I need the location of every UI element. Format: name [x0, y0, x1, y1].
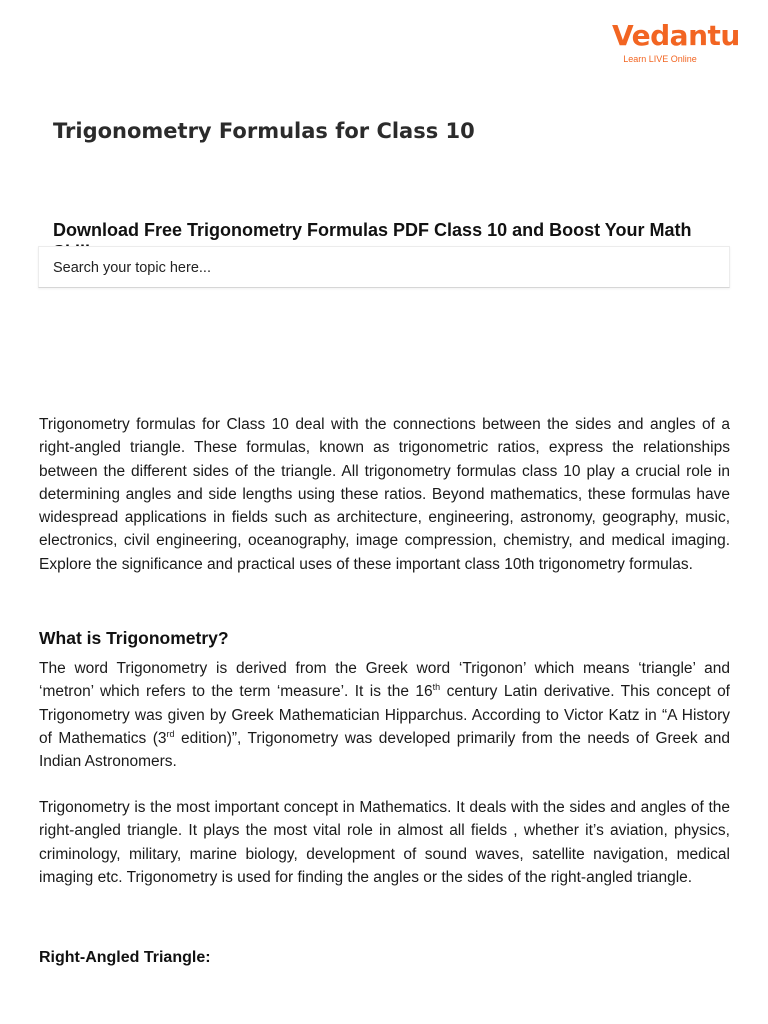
etymology-text-3: edition)”, Trigonometry was developed primarily from the needs of Greek and Indian Astronomers.	[39, 729, 730, 771]
page-title: Trigonometry Formulas for Class 10	[53, 119, 475, 143]
logo-wordmark: Vedantu	[612, 19, 740, 52]
importance-paragraph: Trigonometry is the most important concept in Mathematics. It deals with the sides and angles of the right-angled triangle. It plays the most vital role in almost all fields , whether it’s aviation, physics, criminology, military, marine biology, development of sound waves, satellite navigation, medical imaging etc. Trigonometry is used for finding the angles or the sides of the right-angled triangle.	[39, 799, 730, 886]
right-angled-triangle-heading: Right-Angled Triangle:	[39, 949, 211, 966]
search-bar[interactable]	[38, 246, 730, 288]
superscript-th: th	[432, 682, 441, 693]
etymology-paragraph	[39, 657, 730, 773]
vedantu-logo[interactable]	[612, 19, 740, 65]
download-heading: Download Free Trigonometry Formulas PDF Class 10 and Boost Your Math	[53, 220, 692, 240]
superscript-rd: rd	[166, 728, 175, 739]
what-is-trigonometry-heading: What is Trigonometry?	[39, 628, 229, 648]
intro-paragraph: Trigonometry formulas for Class 10 deal with the connections between the sides and angles of a right-angled triangle. These formulas, known as trigonometric ratios, express the relationships between the different sides of the triangle. All trigonometry formulas class 10 play a crucial role in determining angles and side lengths using these ratios. Beyond mathematics, these formulas have widespread applications in fields such as architecture, engineering, astronomy, geography, music, electronics, civil engineering, oceanography, image compression, chemistry, and medical imaging. Explore the significance and practical uses of these important class 10th trigonometry formulas.	[39, 416, 730, 573]
logo-tagline: Learn LIVE Online	[623, 54, 697, 64]
search-input[interactable]	[53, 257, 713, 279]
etymology-text-1: The word Trigonometry is derived from the Greek word ‘Trigonon’ which means ‘triangle’ and ‘metron’ which refers to the term ‘measure’. It is the 16	[39, 660, 730, 701]
etymology-text-2: century Latin derivative. This concept of Trigonometry was given by Greek Mathematician Hipparchus. According to Victor Katz in “A History of Mathematics (3	[39, 683, 730, 747]
